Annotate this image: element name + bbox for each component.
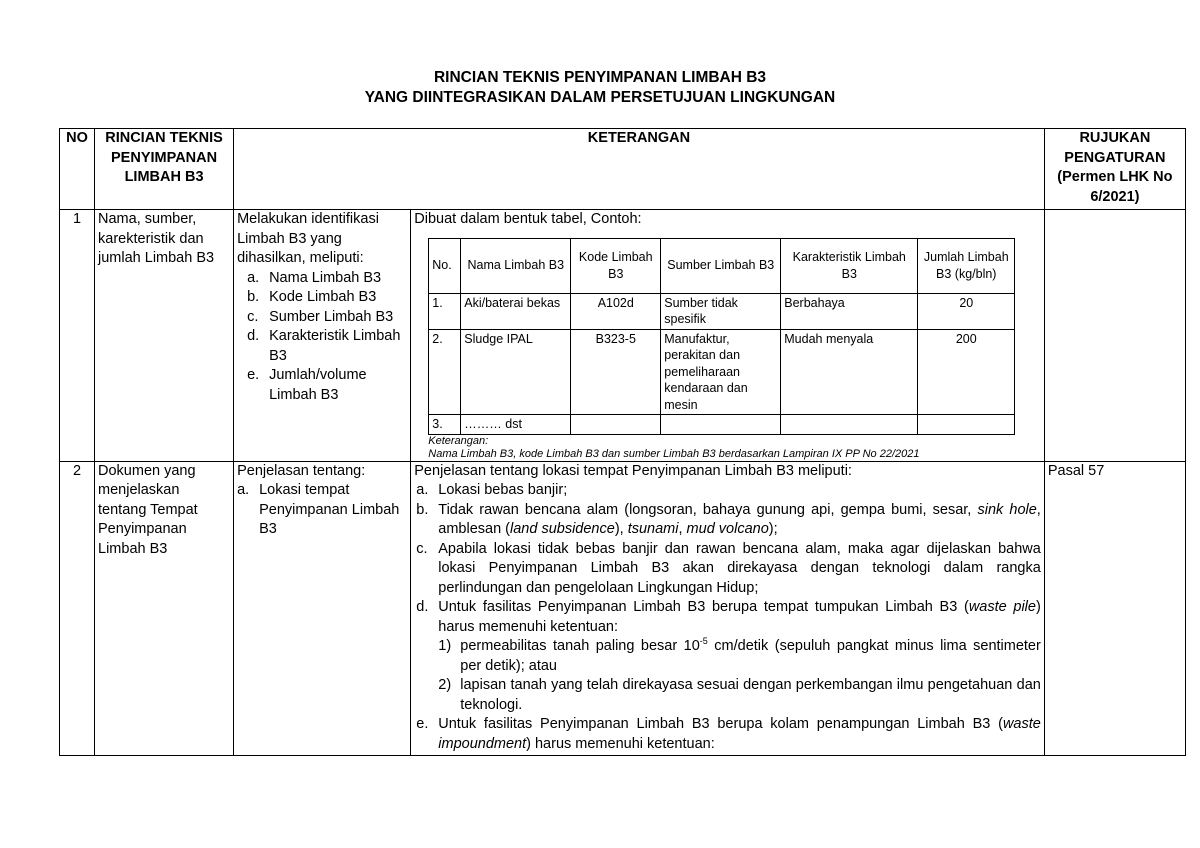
example-cell: A102d [571,293,661,329]
example-cell: 20 [918,293,1015,329]
list-item: a. Nama Limbah B3 [247,269,382,286]
header-rincian: RINCIAN TEKNIS PENYIMPANAN LIMBAH B3 [95,129,234,210]
row2-rujukan: Pasal 57 [1044,461,1185,756]
example-header-row [429,238,1015,293]
list-item: d. Karakteristik Limbah B3 [247,328,401,364]
example-header-jumlah: Jumlah Limbah B3 (kg/bln) [918,238,1015,293]
example-note-label: Keterangan: [428,434,489,447]
list-item: c. Apabila lokasi tidak bebas banjir dan rawan bencana alam, maka agar dijelaskan bahwa lokasi Penyimpanan Limbah B3 akan direkayasa dengan teknologi dalam rangka perlindungan dan pengelolaan Lingkungan Hidup; [416,540,1041,596]
list-item: c. Sumber Limbah B3 [247,308,394,325]
example-cell: ……… dst [461,415,571,435]
example-header-karakteristik: Karakteristik Limbah B3 [781,238,918,293]
row1-rincian: Nama, sumber, karekteristik dan jumlah Limbah B3 [95,210,234,462]
example-cell: 1. [429,293,461,329]
header-no: NO [60,129,95,210]
row2-detail-intro: Penjelasan tentang lokasi tempat Penyimpanan Limbah B3 meliputi: [414,462,852,479]
example-header-nama: Nama Limbah B3 [461,238,571,293]
example-table [428,238,1015,435]
document-title-line-1: RINCIAN TEKNIS PENYIMPANAN LIMBAH B3 [433,69,767,86]
header-keterangan: KETERANGAN [234,129,1045,210]
example-cell [571,415,661,435]
example-cell: 2. [429,329,461,415]
row2-keterangan [234,461,411,756]
example-header-no: No. [429,238,461,293]
example-cell: Berbahaya [781,293,918,329]
row2-rincian: Dokumen yang menjelaskan tentang Tempat Penyimpanan Limbah B3 [95,461,234,756]
row2-ket-list [237,481,407,540]
list-item: b. Tidak rawan bencana alam (longsoran, bahaya gunung api, gempa bumi, sesar, sink hole, amblesan (land subsidence), tsunami, mud volcano); [416,501,1041,537]
list-item: e. Jumlah/volume Limbah B3 [247,367,367,403]
example-cell [918,415,1015,435]
row2-ket-intro: Penjelasan tentang: [237,462,366,479]
row1-no: 1 [60,210,95,462]
row1-rujukan [1044,210,1185,462]
row1-ket-list [237,269,407,406]
row2-detail-list [414,481,1041,754]
example-cell: 3. [429,415,461,435]
example-cell: B323-5 [571,329,661,415]
example-cell [781,415,918,435]
row2-d-sublist [438,637,1041,715]
row2-no: 2 [60,461,95,756]
list-item: b. Kode Limbah B3 [247,289,377,305]
list-item: a. Lokasi bebas banjir; [416,482,568,498]
example-cell: Mudah menyala [781,329,918,415]
row2-detail [411,461,1045,756]
example-header-kode: Kode Limbah B3 [571,238,661,293]
table-row [429,329,1015,415]
row1-detail-intro: Dibuat dalam bentuk tabel, Contoh: [414,211,642,227]
table-row [60,461,1186,756]
row1-detail [411,210,1045,462]
document-title-line-2: YANG DIINTEGRASIKAN DALAM PERSETUJUAN LINGKUNGAN [364,89,836,106]
example-cell [661,415,781,435]
table-row [60,210,1186,462]
list-item: 1) permeabilitas tanah paling besar $10^{-5}$ cm/detik (sepuluh pangkat minus lima sentimeter per detik); atau [438,636,1041,674]
rincian-table [59,128,1186,756]
example-cell: 200 [918,329,1015,415]
example-cell: Aki/baterai bekas [461,293,571,329]
example-cell: Sumber tidak spesifik [661,293,781,329]
example-cell: Manufaktur, perakitan dan pemeliharaan kendaraan dan mesin [661,329,781,415]
example-header-sumber: Sumber Limbah B3 [661,238,781,293]
table-row [429,293,1015,329]
row1-keterangan [234,210,411,462]
row1-ket-intro: Melakukan identifikasi Limbah B3 yang dihasilkan, meliputi: [237,211,379,266]
list-item: 2) lapisan tanah yang telah direkayasa sesuai dengan perkembangan ilmu pengetahuan dan teknologi. [438,677,1041,713]
example-cell: Sludge IPAL [461,329,571,415]
table-row [429,415,1015,435]
header-rujukan: RUJUKAN PENGATURAN (Permen LHK No 6/2021) [1044,129,1185,210]
list-item: a. Lokasi tempat Penyimpanan Limbah B3 [237,482,400,537]
list-item: d. Untuk fasilitas Penyimpanan Limbah B3 berupa tempat tumpukan Limbah B3 (waste pile) harus memenuhi ketentuan: 1) permeabilitas tanah paling besar $10^{-5}$ cm/detik (sepuluh pangkat minus lima sentimeter per detik); atau 2) lapisan tanah yang telah direkayasa sesuai dengan perkembangan ilmu pengetahuan dan teknologi. [416,598,1041,715]
example-note-text: Nama Limbah B3, kode Limbah B3 dan sumber Limbah B3 berdasarkan Lampiran IX PP No 22/2021 [428,447,920,460]
list-item: e. Untuk fasilitas Penyimpanan Limbah B3 berupa kolam penampungan Limbah B3 (waste impoundment) harus memenuhi ketentuan: [416,716,1041,752]
